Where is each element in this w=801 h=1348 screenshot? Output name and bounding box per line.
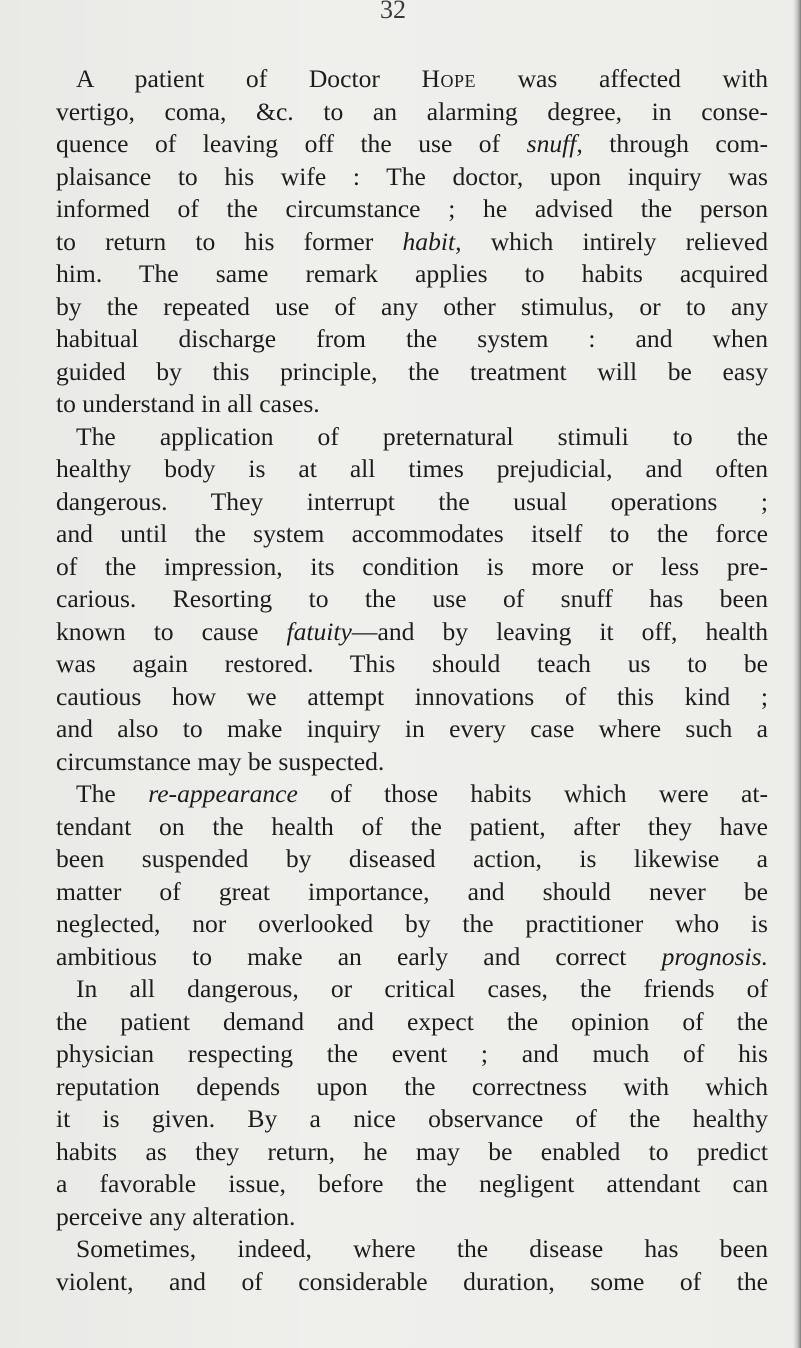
text-line: was again restored. This should teach us to be	[56, 649, 768, 678]
text-line: informed of the circumstance ; he advised the person	[56, 194, 768, 223]
text-line: A patient of Doctor Hope was affected with	[76, 64, 768, 93]
text-line: by the repeated use of any other stimulus, or to any	[56, 291, 768, 321]
text-line: plaisance to his wife : The doctor, upon inquiry was	[56, 161, 768, 191]
text-line: known to cause fatuity—and by leaving it off, health	[56, 616, 768, 646]
text-line: carious. Resorting to the use of snuff has been	[56, 584, 768, 613]
text-line: a favorable issue, before the negligent attendant can	[56, 1169, 768, 1198]
text-line: The application of preternatural stimuli to the	[76, 421, 768, 451]
text-line: to return to his former habit, which intirely relieved	[56, 226, 768, 256]
text-line: ambitious to make an early and correct prognosis.	[56, 941, 768, 971]
text-line: quence of leaving off the use of snuff, through com-	[56, 129, 768, 158]
text-line: dangerous. They interrupt the usual operations ;	[56, 486, 768, 516]
text-line: In all dangerous, or critical cases, the friends of	[76, 974, 768, 1003]
text-line: tendant on the health of the patient, after they have	[56, 811, 768, 841]
text-line: The re-appearance of those habits which were at-	[76, 779, 768, 808]
text-line: guided by this principle, the treatment will be easy	[56, 356, 768, 386]
text-line: the patient demand and expect the opinion of the	[56, 1006, 768, 1036]
text-line: healthy body is at all times prejudicial, and often	[56, 454, 768, 483]
text-line: vertigo, coma, &c. to an alarming degree, in conse-	[56, 96, 768, 126]
text-line: of the impression, its condition is more or less pre-	[56, 551, 768, 581]
text-line: Sometimes, indeed, where the disease has been	[76, 1234, 768, 1263]
text-line: circumstance may be suspected.	[56, 746, 385, 776]
text-line: it is given. By a nice observance of the healthy	[56, 1104, 768, 1133]
text-line: neglected, nor overlooked by the practitioner who is	[56, 909, 768, 938]
text-line: violent, and of considerable duration, some of the	[56, 1266, 768, 1296]
text-line: to understand in all cases.	[56, 389, 320, 418]
text-line: and also to make inquiry in every case where such a	[56, 714, 768, 743]
text-line: reputation depends upon the correctness with which	[56, 1071, 768, 1101]
page-edge-shadow	[793, 0, 801, 1348]
body-text	[56, 63, 768, 1298]
text-line: habitual discharge from the system : and when	[56, 324, 768, 353]
text-line: cautious how we attempt innovations of this kind ;	[56, 681, 768, 711]
text-line: physician respecting the event ; and much of his	[56, 1039, 768, 1068]
text-line: him. The same remark applies to habits acquired	[56, 259, 768, 288]
page-number: 32	[380, 0, 406, 24]
text-line: matter of great importance, and should never be	[56, 876, 768, 906]
text-line: and until the system accommodates itself to the force	[56, 519, 768, 548]
text-line: perceive any alteration.	[56, 1201, 296, 1231]
text-line: been suspended by diseased action, is likewise a	[56, 844, 768, 873]
text-line: habits as they return, he may be enabled to predict	[56, 1136, 768, 1166]
